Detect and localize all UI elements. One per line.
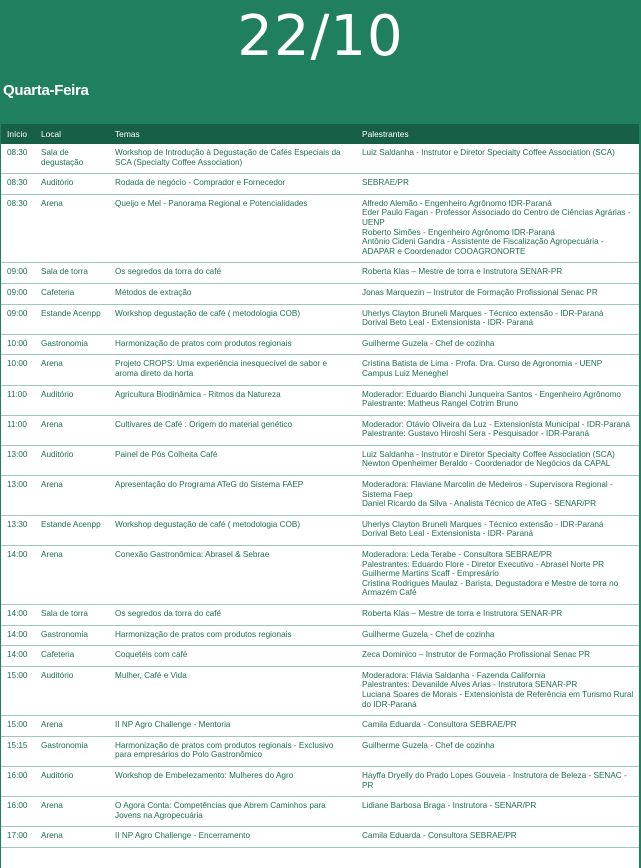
table-row xyxy=(1,304,639,334)
cell-speakers: Alfredo Alemão - Engenheiro Agrônomo IDR-Paraná Eder Paulo Fagan - Professor Associado do Centro de Ciências Agrárias - UENP Roberto Simões - Engenheiro Agrônomo IDR-Paraná Antônio Cideni Gandra - Assistente de Fiscalização Agropecuária - ADAPAR e Coordenador COOAGRONORTE xyxy=(356,194,639,263)
cell-theme: Agricultura Biodinâmica - Ritmos da Natureza xyxy=(109,385,356,415)
cell-place: Gastronomia xyxy=(35,736,109,766)
table-row xyxy=(1,515,639,545)
table-row xyxy=(1,385,639,415)
cell-place: Arena xyxy=(35,546,109,605)
cell-time: 14:00 xyxy=(1,546,35,605)
schedule-table xyxy=(1,124,639,848)
table-row xyxy=(1,605,639,626)
schedule-table-container xyxy=(1,124,639,868)
table-row xyxy=(1,334,639,355)
cell-speakers: Hayffa Dryelly do Prado Lopes Gouveia - Instrutora de Beleza - SENAC - PR xyxy=(356,766,639,796)
cell-time: 13:00 xyxy=(1,445,35,475)
date-heading: 22/10 xyxy=(237,4,404,69)
cell-time: 16:00 xyxy=(1,797,35,827)
cell-time: 08:30 xyxy=(1,174,35,195)
cell-speakers: Camila Eduarda - Consultora SEBRAE/PR xyxy=(356,827,639,848)
cell-theme: II NP Agro Challenge - Encerramento xyxy=(109,827,356,848)
column-header-local: Local xyxy=(35,124,109,144)
cell-speakers: Moderador: Otávio Oliveira da Luz - Extensionista Municipal - IDR-Paraná Palestrante: Gustavo Hiroshi Sera - Pesquisador - IDR-Paraná xyxy=(356,415,639,445)
cell-speakers: Moderadora: Flávia Saldanha - Fazenda California Palestrantes: Devanilde Alves Arias - Instrutora SENAR-PR Luciana Soares de Morais - Extensionista de Referência em Turismo Rural do IDR-Paraná xyxy=(356,666,639,715)
cell-time: 14:00 xyxy=(1,646,35,667)
cell-time: 08:30 xyxy=(1,144,35,174)
cell-theme: Workshop de Embelezamento: Mulheres do Agro xyxy=(109,766,356,796)
cell-speakers: Moderador: Eduardo Bianchi Junqueira Santos - Engenheiro Agrônomo Palestrante: Matheus Rangel Cotrim Bruno xyxy=(356,385,639,415)
table-row xyxy=(1,445,639,475)
cell-time: 09:00 xyxy=(1,304,35,334)
table-row xyxy=(1,797,639,827)
cell-place: Sala de torra xyxy=(35,605,109,626)
cell-time: 10:00 xyxy=(1,334,35,355)
cell-speakers: Guilherme Guzela - Chef de cozinha xyxy=(356,334,639,355)
table-row xyxy=(1,144,639,174)
cell-place: Cafeteria xyxy=(35,646,109,667)
cell-place: Arena xyxy=(35,476,109,516)
cell-speakers: Roberta Klas – Mestre de torra e Instrutora SENAR-PR xyxy=(356,263,639,284)
table-row xyxy=(1,546,639,605)
cell-place: Auditório xyxy=(35,445,109,475)
cell-theme: II NP Agro Challenge - Mentoria xyxy=(109,716,356,737)
column-header-inicio: Início xyxy=(1,124,35,144)
weekday-heading: Quarta-Feira xyxy=(3,82,89,99)
cell-time: 15:15 xyxy=(1,736,35,766)
cell-time: 13:30 xyxy=(1,515,35,545)
cell-speakers: Camila Eduarda - Consultora SEBRAE/PR xyxy=(356,716,639,737)
table-row xyxy=(1,194,639,263)
cell-speakers: Luiz Saldanha - Instrutor e Diretor Specialty Coffee Association (SCA) xyxy=(356,144,639,174)
cell-theme: Harmonização de pratos com produtos regionais xyxy=(109,625,356,646)
cell-place: Estande Acenpp xyxy=(35,304,109,334)
cell-speakers: Roberta Klas – Mestre de torra e Instrutora SENAR-PR xyxy=(356,605,639,626)
cell-theme: Os segredos da torra do café xyxy=(109,263,356,284)
cell-place: Cafeteria xyxy=(35,283,109,304)
cell-theme: Rodada de negócio - Comprador e Fornecedor xyxy=(109,174,356,195)
cell-place: Sala de degustação xyxy=(35,144,109,174)
table-row xyxy=(1,625,639,646)
cell-place: Arena xyxy=(35,194,109,263)
cell-theme: Apresentação do Programa ATeG do Sistema FAEP xyxy=(109,476,356,516)
cell-time: 08:30 xyxy=(1,194,35,263)
cell-speakers: Guilherme Guzela - Chef de cozinha xyxy=(356,625,639,646)
table-row xyxy=(1,283,639,304)
cell-place: Auditório xyxy=(35,766,109,796)
table-row xyxy=(1,736,639,766)
cell-speakers: SEBRAE/PR xyxy=(356,174,639,195)
cell-time: 09:00 xyxy=(1,263,35,284)
cell-speakers: Lidiane Barbosa Braga - Instrutora - SENAR/PR xyxy=(356,797,639,827)
table-row xyxy=(1,646,639,667)
cell-theme: Workshop degustação de café ( metodologia COB) xyxy=(109,304,356,334)
cell-theme: O Agora Conta: Competências que Abrem Caminhos para Jovens na Agropecuária xyxy=(109,797,356,827)
table-header-row xyxy=(1,124,639,144)
cell-time: 09:00 xyxy=(1,283,35,304)
table-row xyxy=(1,827,639,848)
table-row xyxy=(1,415,639,445)
cell-theme: Workshop de Introdução à Degustação de Cafés Especiais da SCA (Specialty Coffee Association) xyxy=(109,144,356,174)
cell-place: Arena xyxy=(35,716,109,737)
cell-place: Arena xyxy=(35,415,109,445)
cell-speakers: Moderadora: Leda Terabe - Consultora SEBRAE/PR Palestrantes: Eduardo Flore - Diretor Executivo - Abrasel Norte PR Guilherme Martins Scaff - Empresário Cristina Rodrigues Maulaz - Barista, Degustadora e Mestre de torra no Armazém Café xyxy=(356,546,639,605)
table-row xyxy=(1,263,639,284)
cell-place: Arena xyxy=(35,355,109,385)
cell-time: 15:00 xyxy=(1,716,35,737)
cell-theme: Mulher, Café e Vida xyxy=(109,666,356,715)
cell-theme: Painel de Pós Colheita Café xyxy=(109,445,356,475)
table-row xyxy=(1,476,639,516)
cell-time: 17:00 xyxy=(1,827,35,848)
table-row xyxy=(1,766,639,796)
cell-speakers: Luiz Saldanha - Instrutor e Diretor Specialty Coffee Association (SCA) Newton Openheimer Beraldo - Coordenador de Negócios da CAPAL xyxy=(356,445,639,475)
cell-theme: Queijo e Mel - Panorama Regional e Potencialidades xyxy=(109,194,356,263)
cell-speakers: Uherlys Clayton Bruneli Marques - Técnico extensão - IDR-Paraná Dorival Beto Leal - Extensionista - IDR- Paraná xyxy=(356,304,639,334)
cell-theme: Cultivares de Café : Origem do material genético xyxy=(109,415,356,445)
cell-place: Arena xyxy=(35,797,109,827)
cell-speakers: Uherlys Clayton Bruneli Marques - Técnico extensão - IDR-Paraná Dorival Beto Leal - Extensionista - IDR- Paraná xyxy=(356,515,639,545)
cell-speakers: Moderadora: Flaviane Marcolin de Medeiros - Supervisora Regional - Sistema Faep Daniel Ricardo da Silva - Analista Técnico de ATeG - SENAR/PR xyxy=(356,476,639,516)
cell-speakers: Zeca Dominico – Instrutor de Formação Profissional Senac PR xyxy=(356,646,639,667)
cell-time: 11:00 xyxy=(1,385,35,415)
cell-speakers: Jonas Marquezin – Instrutor de Formação Profissional Senac PR xyxy=(356,283,639,304)
cell-time: 13:00 xyxy=(1,476,35,516)
cell-place: Estande Acenpp xyxy=(35,515,109,545)
cell-time: 11:00 xyxy=(1,415,35,445)
cell-time: 15:00 xyxy=(1,666,35,715)
cell-theme: Projeto CROPS: Uma experiência inesquecível de sabor e aroma direto da horta xyxy=(109,355,356,385)
cell-time: 14:00 xyxy=(1,625,35,646)
cell-place: Auditório xyxy=(35,385,109,415)
cell-place: Sala de torra xyxy=(35,263,109,284)
table-row xyxy=(1,666,639,715)
cell-theme: Harmonização de pratos com produtos regionais - Exclusivo para empresários do Polo Gastronômico xyxy=(109,736,356,766)
cell-theme: Os segredos da torra do café xyxy=(109,605,356,626)
table-row xyxy=(1,174,639,195)
cell-speakers: Guilherme Guzela - Chef de cozinha xyxy=(356,736,639,766)
cell-theme: Workshop degustação de café ( metodologia COB) xyxy=(109,515,356,545)
cell-theme: Conexão Gastronômica: Abrasel & Sebrae xyxy=(109,546,356,605)
cell-speakers: Cristina Batista de Lima - Profa. Dra. Curso de Agronomia - UENP Campus Luiz Meneghel xyxy=(356,355,639,385)
cell-theme: Métodos de extração xyxy=(109,283,356,304)
column-header-palestrantes: Palestrantes xyxy=(356,124,639,144)
column-header-temas: Temas xyxy=(109,124,356,144)
cell-place: Gastronomia xyxy=(35,625,109,646)
table-row xyxy=(1,716,639,737)
cell-place: Gastronomia xyxy=(35,334,109,355)
cell-time: 16:00 xyxy=(1,766,35,796)
cell-place: Auditório xyxy=(35,666,109,715)
cell-place: Arena xyxy=(35,827,109,848)
table-row xyxy=(1,355,639,385)
cell-theme: Coquetéis com café xyxy=(109,646,356,667)
cell-place: Auditório xyxy=(35,174,109,195)
cell-theme: Harmonização de pratos com produtos regionais xyxy=(109,334,356,355)
cell-time: 14:00 xyxy=(1,605,35,626)
cell-time: 10:00 xyxy=(1,355,35,385)
